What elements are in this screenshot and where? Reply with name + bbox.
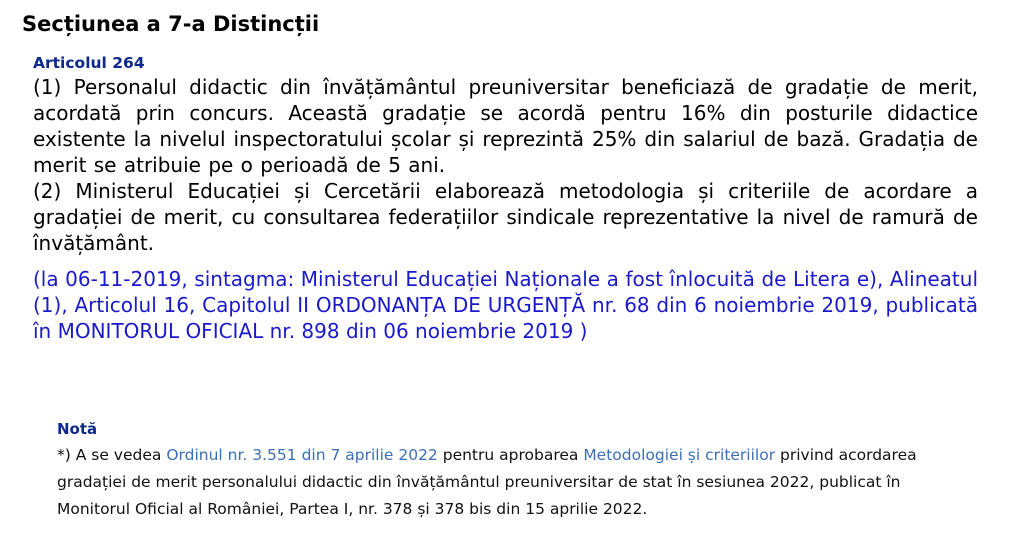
note-block: [57, 418, 977, 523]
note-prefix: *) A se vedea: [57, 446, 167, 464]
amendment-note: (la 06-11-2019, sintagma: Ministerul Educației Naționale a fost înlocuită de Litera e), Alineatul (1), Articolul 16, Capitolul II ORDONANȚA DE URGENȚĂ nr. 68 din 6 noiembrie 2019, publicată în MONITORUL OFICIAL nr. 898 din 06 noiembrie 2019 ): [33, 267, 978, 343]
paragraph-1: (1) Personalul didactic din învățământul preuniversitar beneficiază de gradație de merit, acordată prin concurs. Această gradație se acordă pentru 16% din posturile didactice existente la nivelul inspectoratului școlar și reprezintă 25% din salariul de bază. Gradația de merit se atribuie pe o perioadă de 5 ani.: [33, 75, 978, 177]
note-body: [57, 442, 977, 523]
note-title: Notă: [57, 420, 98, 438]
article-title: Articolul 264: [33, 54, 145, 72]
methodology-link[interactable]: Metodologiei și criteriilor: [583, 446, 776, 464]
note-suffix: privind acordarea gradației de merit personalului didactic din învățământul preuniversitar de stat în sesiunea 2022, publicat în Monitorul Oficial al României, Partea I, nr. 378 și 378 bis din 15 aprilie 2022.: [57, 446, 917, 518]
note-middle: pentru aprobarea: [437, 446, 584, 464]
section-title: Secțiunea a 7-a Distincții: [22, 12, 320, 36]
paragraph-2: (2) Ministerul Educației și Cercetării elaborează metodologia și criteriile de acordare a gradației de merit, cu consultarea federațiilor sindicale reprezentative la nivel de ramură de învățământ.: [33, 179, 978, 255]
order-link[interactable]: Ordinul nr. 3.551 din 7 aprilie 2022: [166, 446, 438, 464]
article-264: [33, 52, 978, 344]
